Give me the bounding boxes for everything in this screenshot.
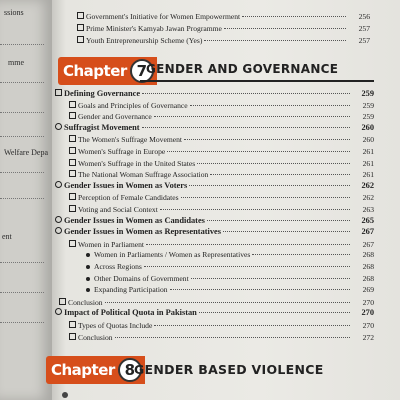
toc-entry: [52, 332, 374, 343]
leader-dots: [154, 325, 350, 326]
checkbox-icon: [52, 88, 64, 98]
left-page-fragment: ent: [2, 232, 12, 241]
bullet-icon: [62, 392, 68, 398]
left-page: [0, 0, 52, 400]
leader-dots: [223, 231, 350, 232]
circle-bullet-icon: [52, 216, 64, 225]
divider: [0, 198, 44, 199]
toc-entry-page: 259: [362, 100, 374, 110]
left-page-fragment: mme: [8, 58, 24, 67]
toc-entry: [52, 158, 374, 169]
divider: [0, 322, 44, 323]
toc-entry: [52, 274, 374, 285]
toc-entry-page: 267: [362, 239, 374, 249]
leader-dots: [181, 197, 350, 198]
leader-dots: [154, 116, 350, 117]
toc-entry-label: Women's Suffrage in the United States: [78, 158, 196, 168]
toc-entry-label: Gender Issues in Women as Voters: [64, 180, 188, 190]
toc-entry-label: The Women's Suffrage Movement: [78, 135, 183, 145]
toc-entry: [52, 250, 374, 261]
left-page-fragment: Welfare Depa: [4, 148, 48, 157]
checkbox-icon: [66, 320, 78, 330]
bullet-icon: [82, 285, 94, 294]
chapter-word: Chapter: [51, 361, 115, 379]
toc-entry-page: 260: [362, 135, 374, 145]
toc-entry: [52, 297, 374, 308]
toc-entry: [52, 111, 374, 122]
toc-entry-page: 259: [362, 112, 374, 122]
toc-entry-label: Gender Issues in Women as Representatives: [64, 227, 222, 237]
chapter-number: 7: [130, 59, 154, 83]
leader-dots: [105, 302, 350, 303]
toc-entry: [52, 146, 374, 157]
toc-entry-label: Suffragist Movement: [64, 122, 140, 132]
toc-entry-label: Defining Governance: [64, 89, 141, 98]
toc-entry-page: 268: [362, 262, 374, 271]
circle-bullet-icon: [52, 123, 64, 132]
checkbox-icon: [74, 11, 86, 21]
toc-entry-page: 256: [358, 12, 370, 21]
circle-bullet-icon: [52, 308, 64, 317]
toc-entry: [52, 308, 374, 319]
checkbox-icon: [66, 158, 78, 168]
toc-entry-label: Voting and Social Context: [78, 205, 158, 214]
toc-entry-label: Impact of Political Quota in Pakistan: [64, 308, 197, 318]
toc-entry: [52, 239, 374, 250]
toc-entry: [52, 192, 374, 203]
toc-entry-page: 263: [362, 205, 374, 214]
toc-entry-label: Conclusion: [78, 332, 113, 342]
toc-entry: [52, 227, 374, 238]
toc-entry-label: Women in Parliaments / Women as Representatives: [94, 250, 251, 260]
checkbox-icon: [56, 297, 68, 307]
toc-entry-page: 259: [361, 89, 374, 98]
toc-entry-page: 269: [362, 285, 374, 295]
toc-entry-page: 261: [362, 158, 374, 168]
left-page-fragment: ssions: [4, 8, 24, 17]
leader-dots: [144, 266, 350, 267]
leader-dots: [207, 220, 350, 221]
divider: [0, 112, 44, 113]
chapter-7-title: GENDER AND GOVERNANCE: [140, 58, 374, 82]
leader-dots: [142, 93, 350, 94]
toc-page: [52, 0, 400, 400]
toc-entry-page: 270: [361, 308, 374, 318]
toc-entry-label: Government's Initiative for Women Empowerment: [86, 12, 241, 21]
chapter-8-title: GENDER BASED VIOLENCE: [134, 361, 324, 377]
divider: [0, 262, 44, 263]
leader-dots: [210, 174, 350, 175]
toc-entry-page: 265: [361, 215, 374, 225]
checkbox-icon: [74, 35, 86, 45]
toc-entry: [52, 88, 374, 99]
divider: [0, 44, 44, 45]
checkbox-icon: [66, 204, 78, 214]
toc-entry-label: Youth Entrepreneurship Scheme (Yes): [86, 36, 203, 45]
toc-entry-page: 261: [362, 170, 374, 180]
toc-entry-page: 260: [361, 122, 374, 132]
toc-entry: [74, 23, 370, 34]
toc-entry-label: Conclusion: [68, 297, 103, 307]
toc-entry-label: Goals and Principles of Governance: [78, 100, 188, 110]
toc-entry-label: Prime Minister's Kamyab Jawan Programme: [86, 24, 222, 33]
toc-entry-label: Types of Quotas Include: [78, 321, 153, 330]
leader-dots: [199, 312, 350, 313]
toc-entry: [52, 285, 374, 296]
chapter-number: 8: [118, 358, 142, 382]
toc-entry-page: 261: [362, 147, 374, 156]
toc-entry: [52, 134, 374, 145]
bullet-icon: [82, 274, 94, 283]
leader-dots: [189, 185, 350, 186]
toc-entry: [52, 123, 374, 134]
divider: [0, 172, 44, 173]
toc-entry: [52, 216, 374, 227]
toc-entry-page: 270: [362, 321, 374, 330]
divider: [0, 292, 44, 293]
circle-bullet-icon: [52, 227, 64, 236]
toc-entry: [52, 262, 374, 273]
divider: [0, 82, 44, 83]
toc-entry: [52, 181, 374, 192]
toc-entry-page: 272: [362, 332, 374, 342]
toc-entry: [74, 35, 370, 46]
toc-entry-label: Other Domains of Government: [94, 273, 189, 283]
divider: [0, 136, 44, 137]
checkbox-icon: [66, 192, 78, 202]
leader-dots: [115, 337, 350, 338]
checkbox-icon: [74, 23, 86, 33]
leader-dots: [146, 244, 350, 245]
bullet-icon: [82, 250, 94, 259]
toc-entry-page: 270: [362, 297, 374, 307]
checkbox-icon: [66, 111, 78, 121]
checkbox-icon: [66, 134, 78, 144]
checkbox-icon: [66, 146, 78, 156]
toc-entry-page: 257: [358, 24, 370, 33]
toc-entry-label: Women's Suffrage in Europe: [78, 147, 166, 156]
toc-entry-label: Gender and Governance: [78, 112, 152, 122]
toc-entry-page: 262: [361, 180, 374, 190]
leader-dots: [170, 289, 350, 290]
toc-entry-page: 267: [361, 227, 374, 237]
toc-entry-page: 268: [362, 273, 374, 283]
toc-entry-label: Across Regions: [94, 262, 142, 271]
toc-entry-label: Gender Issues in Women as Candidates: [64, 215, 205, 225]
leader-dots: [197, 163, 350, 164]
checkbox-icon: [66, 239, 78, 249]
leader-dots: [191, 278, 350, 279]
checkbox-icon: [66, 332, 78, 342]
circle-bullet-icon: [52, 181, 64, 190]
toc-entry-label: Expanding Participation: [94, 285, 168, 295]
toc-entry: [52, 169, 374, 180]
chapter-word: Chapter: [63, 62, 127, 80]
toc-entry-label: Perception of Female Candidates: [78, 193, 179, 203]
toc-entry: [52, 320, 374, 331]
leader-dots: [252, 254, 350, 255]
leader-dots: [142, 127, 350, 128]
bullet-icon: [82, 262, 94, 271]
toc-entry-page: 268: [362, 250, 374, 260]
leader-dots: [160, 209, 350, 210]
checkbox-icon: [66, 169, 78, 179]
toc-entry-label: Women in Parliament: [78, 239, 145, 249]
leader-dots: [204, 40, 346, 41]
leader-dots: [224, 28, 346, 29]
leader-dots: [190, 105, 350, 106]
leader-dots: [184, 139, 350, 140]
toc-entry-page: 257: [358, 36, 370, 45]
toc-entry-label: The National Woman Suffrage Association: [78, 170, 209, 180]
toc-entry: [52, 204, 374, 215]
toc-entry: [74, 11, 370, 22]
checkbox-icon: [66, 100, 78, 110]
toc-entry: [52, 100, 374, 111]
toc-entry-page: 262: [362, 193, 374, 203]
leader-dots: [167, 151, 350, 152]
leader-dots: [242, 16, 346, 17]
chapter-7-entries: [52, 88, 374, 346]
